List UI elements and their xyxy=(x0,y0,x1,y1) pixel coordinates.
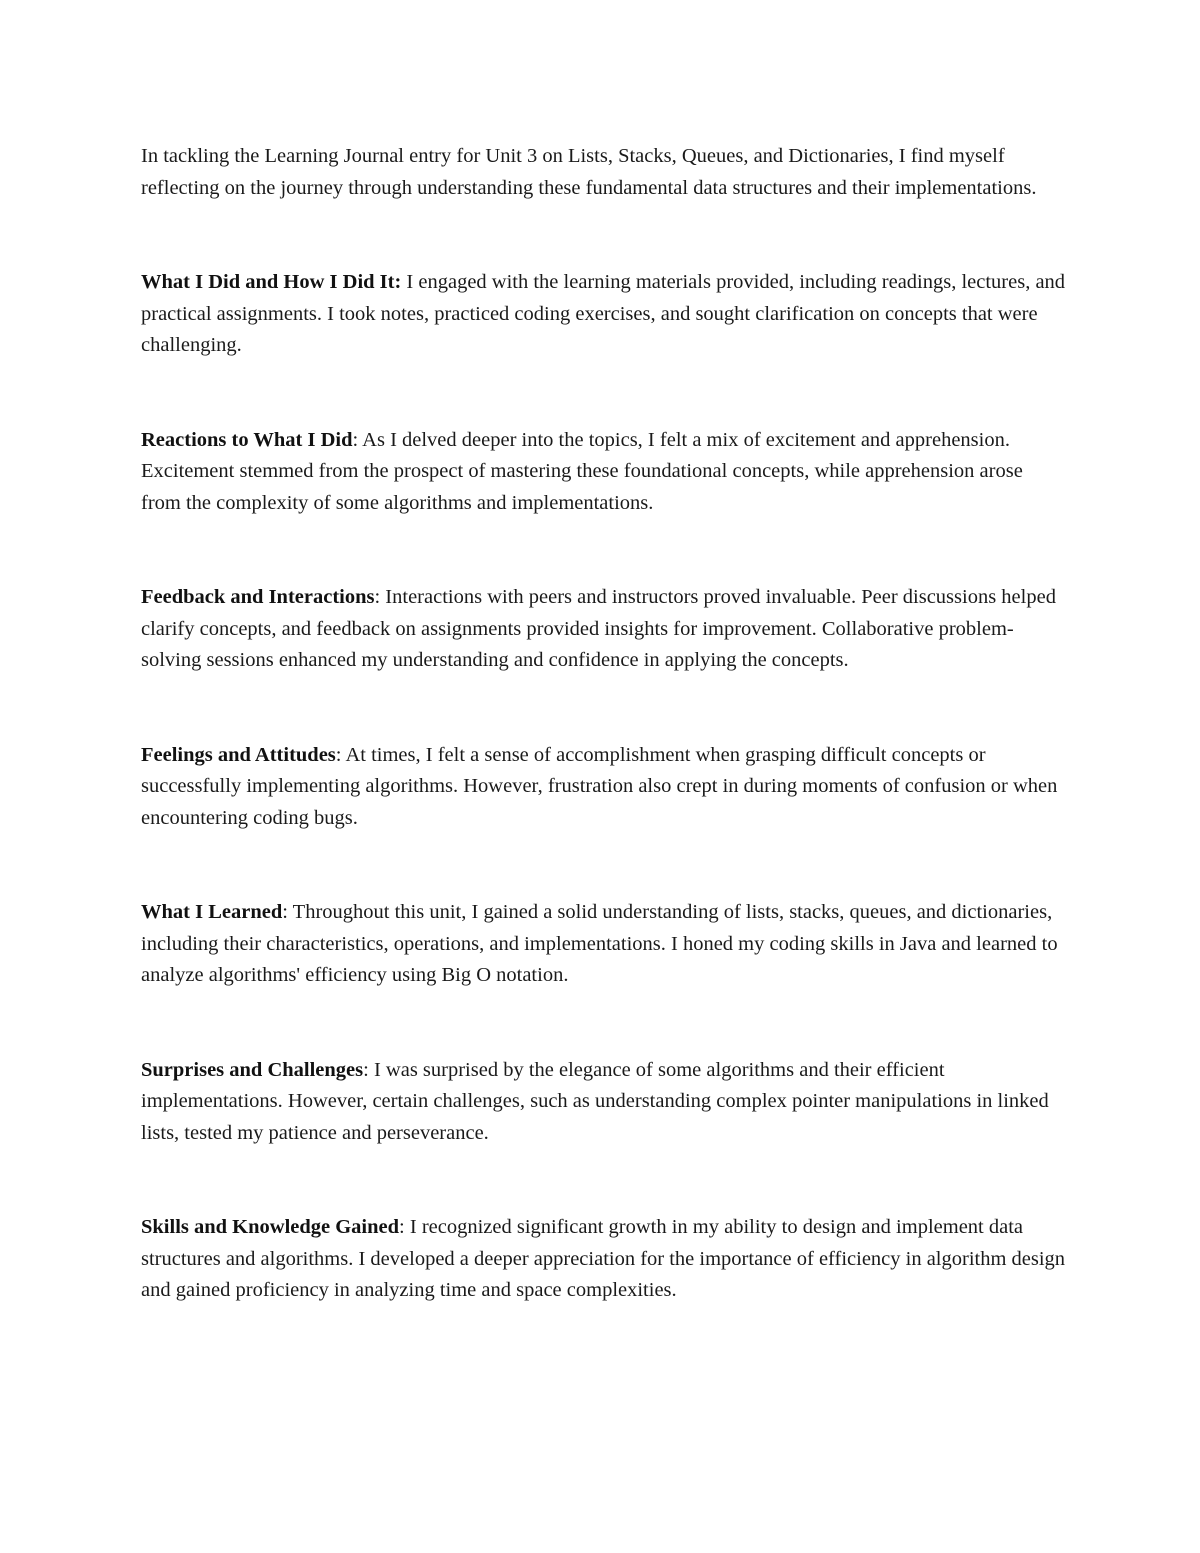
section-body: : Throughout this unit, I gained a solid understanding of lists, stacks, queues, and dictionaries, including their characteristics, operations, and implementations. I honed my coding skills in Java and learned to analyze algorithms' efficiency using Big O notation. xyxy=(141,901,1058,986)
section-heading: Reactions to What I Did xyxy=(141,428,353,451)
section-skills xyxy=(141,1212,1066,1307)
section-heading: Feedback and Interactions xyxy=(141,586,375,608)
section-heading: Skills and Knowledge Gained xyxy=(141,1216,400,1238)
section-body: : Interactions with peers and instructors proved invaluable. Peer discussions helped clarify concepts, and feedback on assignments provided insights for improvement. Collaborative problem-solving sessions enhanced my understanding and confidence in applying the concepts. xyxy=(141,586,1056,671)
section-heading: What I Learned xyxy=(141,901,283,923)
section-feedback xyxy=(141,582,1066,677)
intro-paragraph: In tackling the Learning Journal entry for Unit 3 on Lists, Stacks, Queues, and Dictionaries, I find myself reflecting on the journey through understanding these fundamental data structures and their implementations. xyxy=(141,145,1037,199)
section-body: : At times, I felt a sense of accomplishment when grasping difficult concepts or successfully implementing algorithms. However, frustration also crept in during moments of confusion or when encountering coding bugs. xyxy=(141,743,1058,829)
section-reactions xyxy=(141,425,1066,520)
section-heading: What I Did and How I Did It: xyxy=(141,271,402,293)
section-surprises xyxy=(141,1055,1066,1150)
section-what-i-learned xyxy=(141,897,1066,992)
section-body: : I was surprised by the elegance of some algorithms and their efficient implementations. However, certain challenges, such as understanding complex pointer manipulations in linked lists, tested my patience and perseverance. xyxy=(141,1058,1049,1144)
section-heading: Surprises and Challenges xyxy=(141,1058,364,1081)
section-body: : I recognized significant growth in my ability to design and implement data structures and algorithms. I developed a deeper appreciation for the importance of efficiency in algorithm design and gained proficiency in analyzing time and space complexities. xyxy=(141,1216,1066,1301)
section-feelings xyxy=(141,740,1066,835)
section-heading: Feelings and Attitudes xyxy=(141,743,336,766)
section-what-i-did xyxy=(141,267,1066,362)
section-body: I engaged with the learning materials provided, including readings, lectures, and practical assignments. I took notes, practiced coding exercises, and sought clarification on concepts that were challenging. xyxy=(141,271,1066,356)
section-body: : As I delved deeper into the topics, I felt a mix of excitement and apprehension. Excitement stemmed from the prospect of mastering these foundational concepts, while apprehension arose from the complexity of some algorithms and implementations. xyxy=(141,428,1023,514)
